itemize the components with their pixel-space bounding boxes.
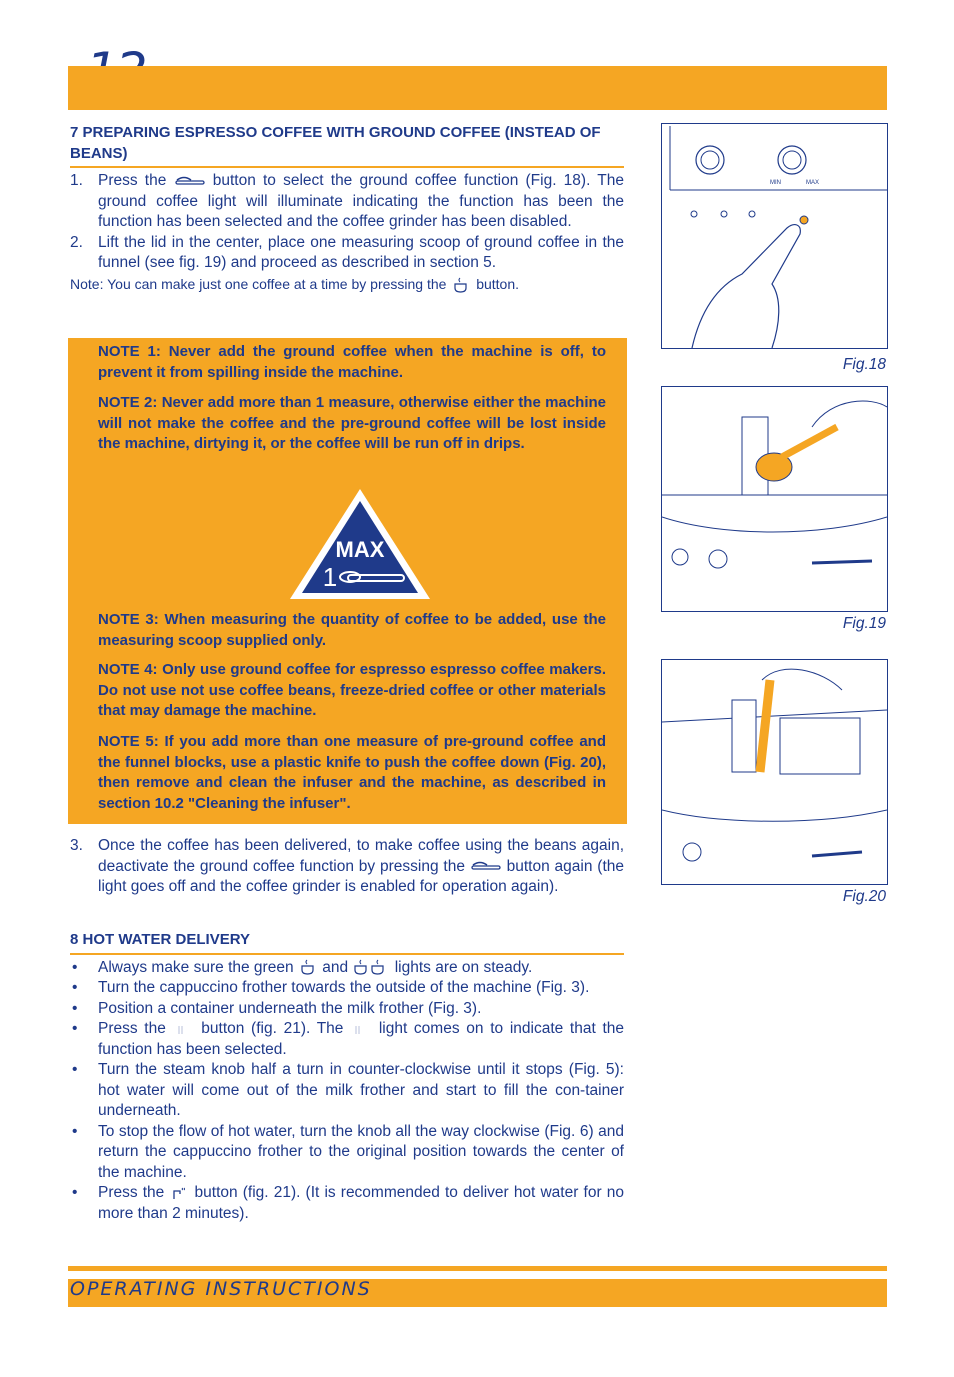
hot-water-icon	[169, 1185, 189, 1201]
figure-20-caption: Fig.20	[842, 888, 886, 905]
footer-title: OPERATING INSTRUCTIONS	[70, 1278, 372, 1300]
figure-18	[661, 123, 888, 349]
bullet-6: • To stop the flow of hot water, turn the knob all the way clockwise (Fig. 6) and return the cappuccino frother to the original position towards the center of the machine.	[70, 1122, 624, 1184]
knife-push-illustration	[662, 660, 887, 884]
hot-water-icon	[173, 1022, 195, 1036]
bullet-2: • Turn the cappuccino frother towards the outside of the machine (Fig. 3).	[70, 978, 624, 999]
figure-19	[661, 386, 888, 612]
one-cup-icon	[450, 277, 472, 293]
funnel-scoop-illustration	[662, 387, 887, 611]
note-3: NOTE 3: When measuring the quantity of coffee to be added, use the measuring scoop supplied only.	[98, 611, 606, 649]
ground-coffee-icon	[470, 860, 502, 872]
svg-text:MAX: MAX	[335, 537, 385, 562]
bullet-7: • Press the button (fig. 21). (It is recommended to deliver hot water for no more than 2 minutes).	[70, 1183, 624, 1224]
step-2: 2. Lift the lid in the center, place one measuring scoop of ground coffee in the funnel (see fig. 19) and proceed as described in section 5.	[70, 233, 624, 271]
section-7-continued	[70, 836, 624, 898]
note-2: NOTE 2: Never add more than 1 measure, otherwise either the machine will not make the coffee and the pre-ground coffee will be lost inside the machine, dirtying it, or the coffee will be run off in drips.	[98, 394, 606, 452]
section-8	[70, 930, 624, 1224]
one-cup-icon	[298, 959, 318, 975]
note-5: NOTE 5: If you add more than one measure of pre-ground coffee and the funnel blocks, use a plastic knife to push the coffee down (Fig. 20), then remove and clean the infuser and the machine, as described in section 10.2 "Cleaning the infuser".	[98, 733, 606, 812]
section-8-heading: 8 HOT WATER DELIVERY	[70, 930, 624, 955]
figure-18-caption: Fig.18	[842, 356, 886, 373]
bullet-3: • Position a container underneath the milk frother (Fig. 3).	[70, 999, 624, 1020]
bullet-4: • Press the button (fig. 21). The light comes on to indicate that the function has been selected.	[70, 1019, 624, 1060]
step-1: 1. Press the button to select the ground coffee function (Fig. 18). The ground coffee light will illuminate indicating the function has been the function has been selected and the coffee grinder has been disabled.	[70, 172, 624, 230]
control-panel-illustration	[662, 124, 887, 348]
header-bar	[68, 66, 887, 110]
svg-text:MAX: MAX	[806, 180, 820, 186]
bullet-1: • Always make sure the green and lights are on steady.	[70, 958, 624, 979]
two-cups-icon	[352, 959, 390, 975]
bullet-5: • Turn the steam knob half a turn in counter-clockwise until it stops (Fig. 5): hot water will come out of the milk frother and start to fill the con-tainer underneath.	[70, 1060, 624, 1122]
step-3: 3. Once the coffee has been delivered, to make coffee using the beans again, deactivate the ground coffee function by pressing the button again (the light goes off and the coffee grinder is enabled for operation again).	[70, 837, 624, 895]
footer-line	[68, 1266, 887, 1271]
max-one-scoop-warning-icon	[286, 485, 434, 603]
hot-water-light-icon	[350, 1022, 372, 1036]
note-1: NOTE 1: Never add the ground coffee when the machine is off, to prevent it from spilling inside the machine.	[98, 343, 606, 381]
svg-text:1: 1	[322, 562, 338, 592]
note-4: NOTE 4: Only use ground coffee for espresso espresso coffee makers. Do not use not use coffee beans, freeze-dried coffee or other materials that may damage the machine.	[98, 661, 606, 719]
section-7-heading: 7 PREPARING ESPRESSO COFFEE WITH GROUND COFFEE (INSTEAD OF BEANS)	[70, 123, 624, 168]
svg-text:MIN: MIN	[770, 180, 781, 186]
figure-19-caption: Fig.19	[842, 615, 886, 632]
ground-coffee-icon	[174, 175, 206, 187]
note-one-coffee: Note: You can make just one coffee at a time by pressing the button.	[70, 275, 520, 292]
section-7	[70, 123, 624, 294]
figure-20	[661, 659, 888, 885]
